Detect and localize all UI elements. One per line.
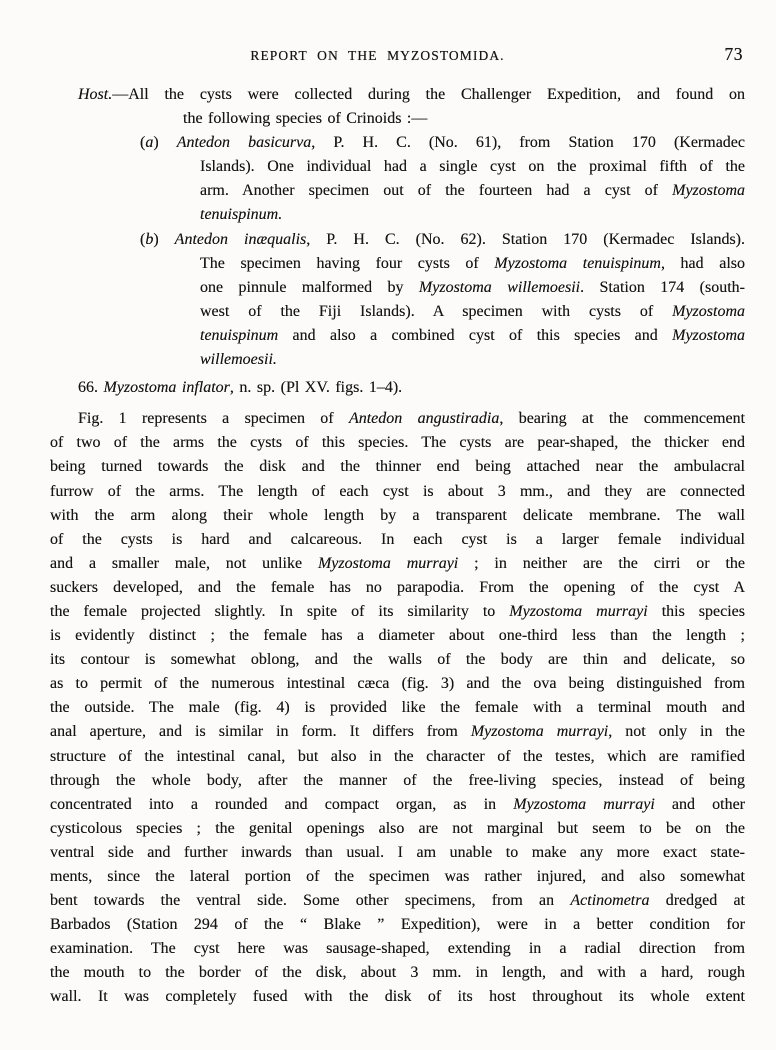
- text-line: [50, 600, 745, 624]
- text-segment: and other: [654, 795, 746, 813]
- text-line: [50, 203, 745, 227]
- text-line: [50, 300, 745, 324]
- text-segment: is evidently distinct ; the female has a diameter about one-third less than the length ;: [50, 627, 745, 645]
- text-segment: . Station 174 (south-: [580, 278, 745, 296]
- text-segment: (: [140, 230, 146, 248]
- text-segment: wall. It was completely fused with the disk of its host throughout its whole extent: [50, 988, 745, 1006]
- italic-text-segment: Myzostoma inflator: [103, 379, 230, 397]
- text-line: [50, 696, 745, 720]
- text-segment: cysticolous species ; the genital openings also are not marginal but seem to be on the: [50, 819, 745, 837]
- text-segment: ): [153, 134, 177, 152]
- text-segment: and also a combined cyst of this species and: [278, 326, 673, 344]
- text-segment: Barbados (Station 294 of the “ Blake ” Expedition), were in a better condition for: [50, 916, 745, 934]
- text-segment: arm. Another specimen out of the fourteen had a cyst of: [200, 182, 673, 200]
- italic-text-segment: Actinometra: [570, 892, 650, 910]
- text-segment: with the arm along their whole length by a transparent delicate membrane. The wall: [50, 506, 745, 524]
- text-line: [50, 720, 745, 744]
- text-segment: and a smaller male, not unlike: [50, 554, 318, 572]
- crinoid-list-item-b: [50, 228, 745, 373]
- text-line: [50, 889, 745, 913]
- text-line: [50, 348, 745, 372]
- text-line: [50, 504, 745, 528]
- text-line: [50, 817, 745, 841]
- text-line: [50, 985, 745, 1009]
- text-segment: 66.: [78, 379, 104, 397]
- running-header: [50, 46, 745, 68]
- text-segment: one pinnule malformed by: [200, 278, 419, 296]
- running-title: REPORT ON THE MYZOSTOMIDA.: [250, 48, 505, 63]
- text-segment: of the cysts is hard and calcareous. In each cyst is a larger female individual: [50, 530, 745, 548]
- text-line: [50, 155, 745, 179]
- page-number: 73: [724, 44, 743, 64]
- text-line: [50, 83, 745, 107]
- text-segment: ments, since the lateral portion of the specimen was rather injured, and also somewhat: [50, 868, 745, 885]
- text-segment: this species: [647, 602, 746, 620]
- text-segment: , n. sp. (Pl XV. figs. 1–4).: [229, 379, 403, 397]
- text-line: [50, 865, 745, 889]
- text-segment: —All the cysts were collected during the Challenger Expedition, and found on: [112, 86, 745, 103]
- text-line: [50, 228, 745, 252]
- text-segment: being turned towards the disk and the thinner end being attached near the ambulacral: [50, 458, 745, 476]
- text-segment: the mouth to the border of the disk, about 3 mm. in length, and with a hard, rough: [50, 964, 745, 982]
- text-line: [50, 745, 745, 769]
- text-segment: Fig. 1 represents a specimen of: [78, 410, 349, 428]
- text-segment: , bearing at the commencement: [499, 410, 746, 428]
- text-segment: west of the Fiji Islands). A specimen with cysts of: [200, 302, 673, 320]
- text-segment: , P. H. C. (No. 62). Station 170 (Kermadec Islands).: [306, 230, 745, 248]
- text-segment: furrow of the arms. The length of each cyst is about 3 mm., and they are connected: [50, 482, 745, 500]
- text-segment: suckers developed, and the female has no parapodia. From the opening of the cyst A: [50, 578, 745, 596]
- text-line: [50, 252, 745, 276]
- text-line: [50, 793, 745, 817]
- host-paragraph: [50, 83, 745, 131]
- text-line: [50, 131, 745, 155]
- text-line: [50, 431, 745, 455]
- italic-text-segment: tenuispinum.: [200, 206, 283, 224]
- italic-text-segment: Myzostoma murrayi: [509, 602, 648, 620]
- text-segment: structure of the intestinal canal, but also in the character of the testes, which are ramified: [50, 747, 745, 765]
- text-segment: ; in neither are the cirri or the: [458, 554, 745, 572]
- text-segment: ): [153, 230, 175, 248]
- italic-text-segment: Myzostoma: [672, 326, 745, 344]
- text-segment: anal aperture, and is similar in form. It differs from: [50, 723, 471, 741]
- italic-text-segment: Antedon inæqualis: [174, 230, 307, 248]
- text-line: [50, 528, 745, 552]
- text-line: [50, 276, 745, 300]
- italic-text-segment: Antedon angustiradia: [348, 410, 500, 428]
- italic-text-segment: willemoesii.: [200, 351, 277, 369]
- text-segment: (: [140, 134, 146, 152]
- text-segment: bent towards the ventral side. Some other specimens, from an: [50, 892, 571, 910]
- italic-text-segment: Antedon basicurva: [176, 134, 312, 152]
- italic-text-segment: Myzostoma: [672, 302, 745, 320]
- italic-text-segment: b: [145, 230, 154, 248]
- text-segment: dredged at: [649, 892, 745, 910]
- text-segment: , not only in the: [608, 723, 746, 741]
- italic-text-segment: Host.: [78, 86, 113, 103]
- text-line: [50, 455, 745, 479]
- text-segment: , P. H. C. (No. 61), from Station 170 (Kermadec: [311, 134, 745, 152]
- text-line: [50, 480, 745, 504]
- text-segment: ventral side and further inwards than usual. I am unable to make any more exact state-: [50, 843, 745, 861]
- text-line: [50, 376, 745, 400]
- italic-text-segment: Myzostoma murrayi: [317, 554, 459, 572]
- text-segment: concentrated into a rounded and compact organ, as in: [50, 795, 514, 813]
- italic-text-segment: tenuispinum: [200, 326, 279, 344]
- text-segment: the outside. The male (fig. 4) is provided like the female with a terminal mouth and: [50, 699, 745, 717]
- text-segment: as to permit of the numerous intestinal cæca (fig. 3) and the ova being distinguished from: [50, 675, 745, 693]
- italic-text-segment: Myzostoma tenuispinum: [494, 254, 661, 272]
- text-line: [50, 672, 745, 696]
- text-segment: the following species of Crinoids :—: [183, 110, 428, 128]
- text-line: [50, 769, 745, 793]
- text-segment: , had also: [660, 254, 746, 272]
- text-segment: The specimen having four cysts of: [200, 254, 495, 272]
- text-line: [50, 552, 745, 576]
- italic-text-segment: Myzostoma murrayi: [513, 795, 655, 813]
- text-line: [50, 576, 745, 600]
- text-segment: through the whole body, after the manner of the free-living species, instead of being: [50, 771, 745, 789]
- text-line: [50, 324, 745, 348]
- text-segment: of two of the arms the cysts of this species. The cysts are pear-shaped, the thicker end: [50, 434, 745, 452]
- crinoid-list-item-a: [50, 131, 745, 227]
- italic-text-segment: Myzostoma murrayi: [470, 723, 609, 741]
- italic-text-segment: Myzostoma willemoesii: [418, 278, 581, 296]
- text-line: [50, 961, 745, 985]
- description-paragraph: [50, 407, 745, 1009]
- text-line: [50, 179, 745, 203]
- text-line: [50, 624, 745, 648]
- text-segment: Islands). One individual had a single cyst on the proximal fifth of the: [200, 158, 745, 176]
- italic-text-segment: a: [145, 134, 154, 152]
- text-segment: examination. The cyst here was sausage-shaped, extending in a radial direction from: [50, 940, 745, 958]
- text-line: [50, 841, 745, 865]
- italic-text-segment: Myzostoma: [672, 182, 745, 200]
- text-line: [50, 648, 745, 672]
- text-segment: the female projected slightly. In spite of its similarity to: [50, 602, 510, 620]
- text-line: [50, 107, 745, 131]
- species-heading: [50, 376, 745, 400]
- text-line: [50, 913, 745, 937]
- text-line: [50, 407, 745, 431]
- text-line: [50, 937, 745, 961]
- text-segment: its contour is somewhat oblong, and the walls of the body are thin and delicate, so: [50, 651, 745, 669]
- text-blocks: [50, 83, 745, 1010]
